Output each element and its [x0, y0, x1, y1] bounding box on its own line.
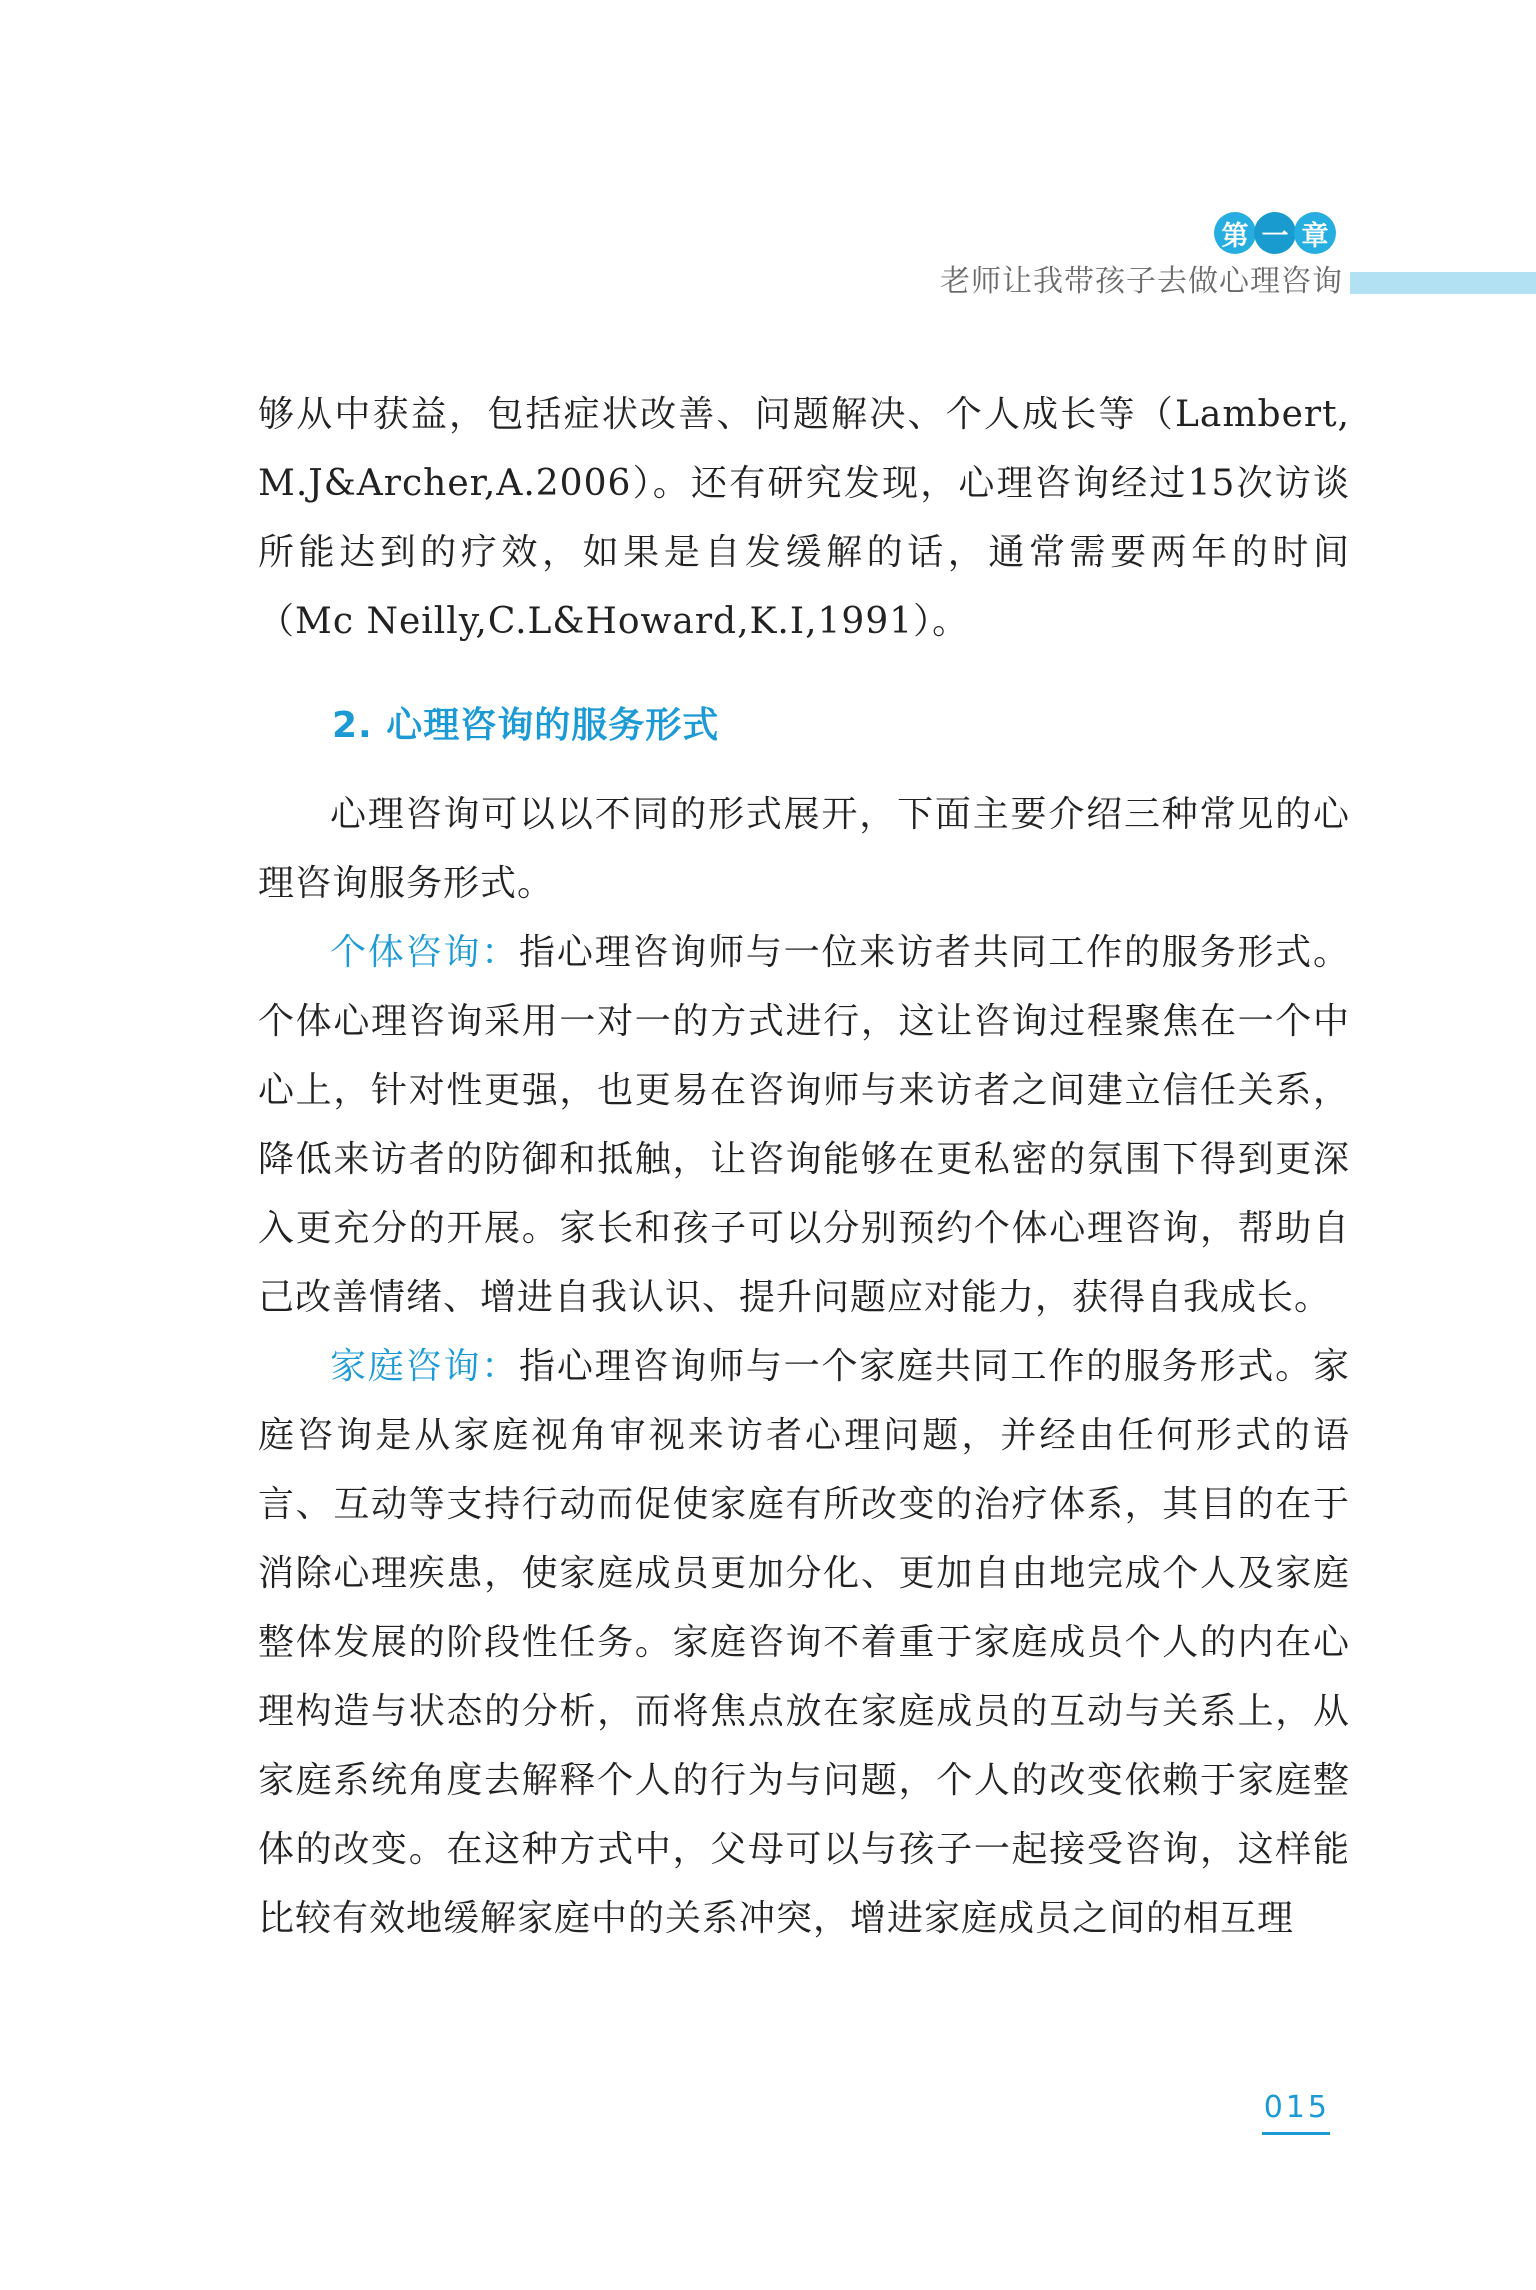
paragraph-family-counseling: [258, 1332, 1350, 1953]
page-number: 015: [1263, 2090, 1330, 2125]
running-header-bar: [1350, 272, 1536, 294]
paragraph-family-counseling-text: 指心理咨询师与一个家庭共同工作的服务形式。家庭咨询是从家庭视角审视来访者心理问题，并经由任何形式的语言、互动等支持行动而促使家庭有所改变的治疗体系，其目的在于消除心理疾患，使家庭成员更加分化、更加自由地完成个人及家庭整体发展的阶段性任务。家庭咨询不着重于家庭成员个人的内在心理构造与状态的分析，而将焦点放在家庭成员的互动与关系上，从家庭系统角度去解释个人的行为与问题，个人的改变依赖于家庭整体的改变。在这种方式中，父母可以与孩子一起接受咨询，这样能比较有效地缓解家庭中的关系冲突，增进家庭成员之间的相互理: [258, 1346, 1350, 1939]
page-body: [258, 380, 1350, 1953]
running-header-title: 老师让我带孩子去做心理咨询: [940, 264, 1343, 299]
section-heading: 2. 心理咨询的服务形式: [332, 705, 720, 746]
chapter-badge-char-3: 章: [1294, 212, 1336, 254]
paragraph-individual-counseling: [258, 918, 1350, 1332]
chapter-badge-char-2: 一: [1254, 212, 1296, 254]
term-family-counseling: 家庭咨询：: [330, 1346, 520, 1387]
page-number-underline: [1262, 2132, 1330, 2135]
term-individual-counseling: 个体咨询：: [330, 932, 520, 973]
chapter-badge-char-1: 第: [1214, 212, 1256, 254]
paragraph-individual-counseling-text: 指心理咨询师与一位来访者共同工作的服务形式。个体心理咨询采用一对一的方式进行，这让咨询过程聚焦在一个中心上，针对性更强，也更易在咨询师与来访者之间建立信任关系，降低来访者的防御和抵触，让咨询能够在更私密的氛围下得到更深入更充分的开展。家长和孩子可以分别预约个体心理咨询，帮助自己改善情绪、增进自我认识、提升问题应对能力，获得自我成长。: [258, 932, 1350, 1318]
chapter-badge: [1208, 208, 1342, 258]
paragraph-continuation: 够从中获益，包括症状改善、问题解决、个人成长等（Lambert, M.J&Archer,A.2006）。还有研究发现，心理咨询经过15次访谈所能达到的疗效，如果是自发缓解的话，通常需要两年的时间（Mc Neilly,C.L&Howard,K.I,1991）。: [258, 394, 1350, 642]
paragraph-intro: 心理咨询可以以不同的形式展开，下面主要介绍三种常见的心理咨询服务形式。: [258, 794, 1350, 904]
